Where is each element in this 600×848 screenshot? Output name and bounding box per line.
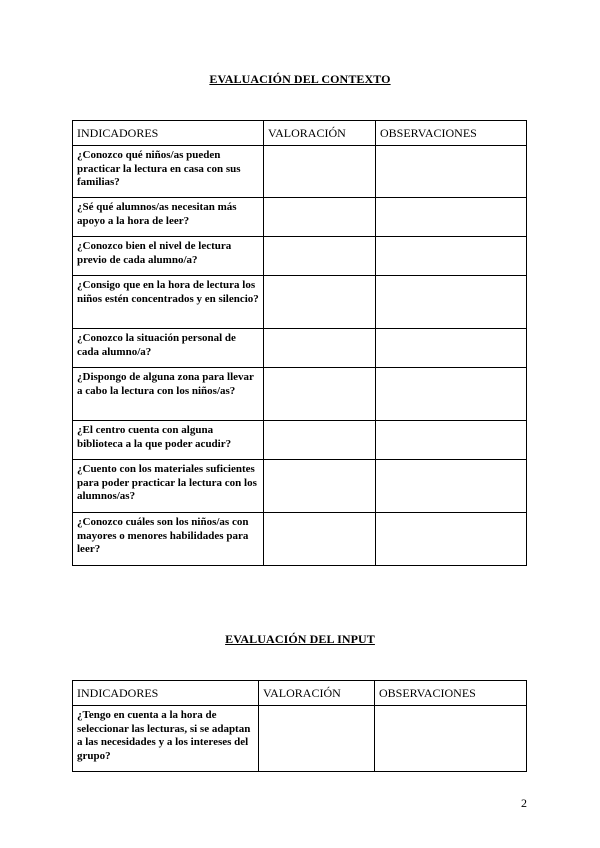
table-row: [73, 329, 527, 368]
section-title-input: EVALUACIÓN DEL INPUT: [225, 632, 375, 646]
indicator-cell: ¿Sé qué alumnos/as necesitan más apoyo a la hora de leer?: [73, 198, 264, 237]
header-valoracion: VALORACIÓN: [259, 681, 375, 706]
page-number: 2: [521, 796, 527, 810]
indicator-cell: ¿Conozco qué niños/as pueden practicar la lectura en casa con sus familias?: [73, 146, 264, 198]
valoracion-cell[interactable]: [264, 146, 376, 198]
observaciones-cell[interactable]: [376, 276, 527, 329]
table-row: [73, 460, 527, 513]
header-observaciones: OBSERVACIONES: [375, 681, 527, 706]
table-input: [72, 680, 527, 772]
valoracion-cell[interactable]: [264, 513, 376, 566]
header-observaciones: OBSERVACIONES: [376, 121, 527, 146]
indicator-cell: ¿Conozco la situación personal de cada alumno/a?: [73, 329, 264, 368]
indicator-cell: ¿Conozco bien el nivel de lectura previo de cada alumno/a?: [73, 237, 264, 276]
table-contexto: [72, 120, 527, 566]
table-row: [73, 368, 527, 421]
observaciones-cell[interactable]: [376, 421, 527, 460]
observaciones-cell[interactable]: [376, 513, 527, 566]
table-row: [73, 146, 527, 198]
valoracion-cell[interactable]: [259, 706, 375, 772]
indicator-cell: ¿El centro cuenta con alguna biblioteca a la que poder acudir?: [73, 421, 264, 460]
section-title-contexto: EVALUACIÓN DEL CONTEXTO: [209, 72, 391, 86]
indicator-cell: ¿Dispongo de alguna zona para llevar a cabo la lectura con los niños/as?: [73, 368, 264, 421]
header-indicadores: INDICADORES: [73, 121, 264, 146]
table-row: [73, 276, 527, 329]
observaciones-cell[interactable]: [376, 368, 527, 421]
valoracion-cell[interactable]: [264, 276, 376, 329]
indicator-cell: ¿Conozco cuáles son los niños/as con mayores o menores habilidades para leer?: [73, 513, 264, 566]
indicator-cell: ¿Tengo en cuenta a la hora de seleccionar las lecturas, si se adaptan a las necesidades y a los intereses del grupo?: [73, 706, 259, 772]
observaciones-cell[interactable]: [376, 146, 527, 198]
valoracion-cell[interactable]: [264, 368, 376, 421]
header-indicadores: INDICADORES: [73, 681, 259, 706]
observaciones-cell[interactable]: [376, 460, 527, 513]
observaciones-cell[interactable]: [376, 198, 527, 237]
observaciones-cell[interactable]: [376, 329, 527, 368]
table-row: [73, 421, 527, 460]
valoracion-cell[interactable]: [264, 421, 376, 460]
table-row: [73, 706, 527, 772]
header-valoracion: VALORACIÓN: [264, 121, 376, 146]
valoracion-cell[interactable]: [264, 329, 376, 368]
table-row: [73, 513, 527, 566]
indicator-cell: ¿Cuento con los materiales suficientes para poder practicar la lectura con los alumnos/as?: [73, 460, 264, 513]
observaciones-cell[interactable]: [375, 706, 527, 772]
table-row: [73, 198, 527, 237]
table-header-row: [73, 681, 527, 706]
valoracion-cell[interactable]: [264, 460, 376, 513]
indicator-cell: ¿Consigo que en la hora de lectura los niños estén concentrados y en silencio?: [73, 276, 264, 329]
valoracion-cell[interactable]: [264, 198, 376, 237]
valoracion-cell[interactable]: [264, 237, 376, 276]
table-header-row: [73, 121, 527, 146]
observaciones-cell[interactable]: [376, 237, 527, 276]
table-row: [73, 237, 527, 276]
